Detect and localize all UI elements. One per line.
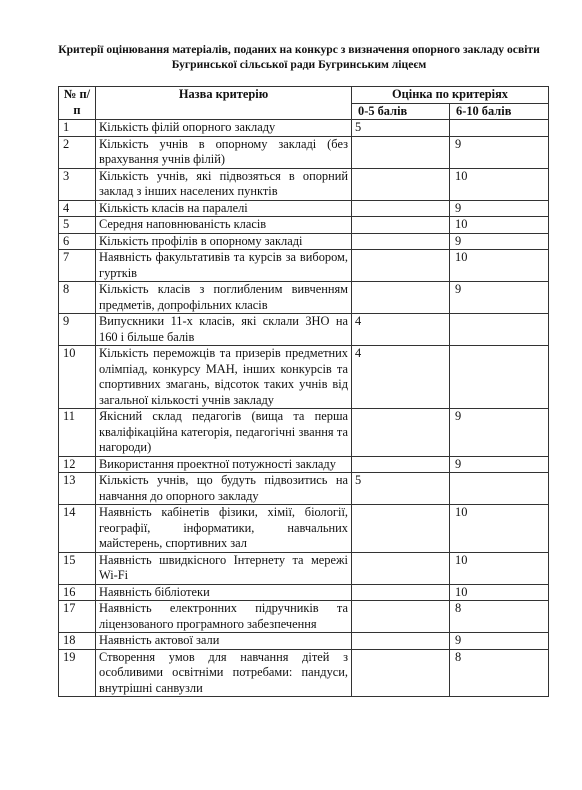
row-number: 6 <box>59 233 96 250</box>
criterion-name: Якісний склад педагогів (вища та перша кваліфікаційна категорія, педагогічні звання та нагороди) <box>96 409 352 457</box>
score-6-10: 9 <box>450 200 549 217</box>
header-number: № п/п <box>59 87 96 120</box>
row-number: 14 <box>59 505 96 553</box>
table-row <box>59 250 549 282</box>
criterion-name: Наявність актової зали <box>96 633 352 650</box>
row-number: 7 <box>59 250 96 282</box>
score-6-10: 9 <box>450 409 549 457</box>
table-row <box>59 473 549 505</box>
score-0-5 <box>352 552 450 584</box>
score-6-10: 10 <box>450 552 549 584</box>
score-0-5 <box>352 168 450 200</box>
criterion-name: Кількість переможців та призерів предметних олімпіад, конкурсу МАН, інших конкурсів та спортивних змагань, відсоток таких учнів від загальної кількості учнів закладу <box>96 346 352 409</box>
row-number: 18 <box>59 633 96 650</box>
row-number: 16 <box>59 584 96 601</box>
criteria-table <box>58 86 549 697</box>
score-0-5: 4 <box>352 314 450 346</box>
score-6-10: 8 <box>450 649 549 697</box>
table-row <box>59 314 549 346</box>
score-0-5 <box>352 233 450 250</box>
score-6-10: 8 <box>450 601 549 633</box>
score-6-10 <box>450 346 549 409</box>
table-row <box>59 217 549 234</box>
table-row <box>59 601 549 633</box>
score-0-5 <box>352 649 450 697</box>
table-row <box>59 168 549 200</box>
score-6-10: 9 <box>450 282 549 314</box>
score-0-5 <box>352 505 450 553</box>
table-row <box>59 633 549 650</box>
criterion-name: Кількість класів на паралелі <box>96 200 352 217</box>
header-score-0-5: 0-5 балів <box>352 103 450 120</box>
row-number: 3 <box>59 168 96 200</box>
score-6-10: 9 <box>450 633 549 650</box>
score-0-5 <box>352 282 450 314</box>
row-number: 19 <box>59 649 96 697</box>
table-row <box>59 200 549 217</box>
table-body <box>59 120 549 697</box>
row-number: 1 <box>59 120 96 137</box>
table-row <box>59 649 549 697</box>
row-number: 17 <box>59 601 96 633</box>
score-0-5: 5 <box>352 473 450 505</box>
score-6-10: 9 <box>450 136 549 168</box>
criterion-name: Створення умов для навчання дітей з особливими освітніми потребами: пандуси, внутрішні санвузли <box>96 649 352 697</box>
table-row <box>59 409 549 457</box>
table-row <box>59 584 549 601</box>
criterion-name: Кількість профілів в опорному закладі <box>96 233 352 250</box>
criterion-name: Наявність факультативів та курсів за вибором, гуртків <box>96 250 352 282</box>
score-6-10 <box>450 473 549 505</box>
score-0-5 <box>352 250 450 282</box>
row-number: 11 <box>59 409 96 457</box>
table-row <box>59 120 549 137</box>
document-title: Критерії оцінювання матеріалів, поданих на конкурс з визначення опорного закладу освіти Бугринської сільської ради Бугринським ліцеєм <box>58 43 540 71</box>
score-0-5: 4 <box>352 346 450 409</box>
score-6-10: 10 <box>450 217 549 234</box>
criterion-name: Кількість класів з поглибленим вивченням предметів, допрофільних класів <box>96 282 352 314</box>
criterion-name: Кількість учнів, які підвозяться в опорний заклад з інших населених пунктів <box>96 168 352 200</box>
score-6-10: 9 <box>450 456 549 473</box>
score-0-5 <box>352 456 450 473</box>
row-number: 12 <box>59 456 96 473</box>
header-criterion: Назва критерію <box>96 87 352 120</box>
score-6-10: 10 <box>450 168 549 200</box>
table-row <box>59 233 549 250</box>
table-row <box>59 282 549 314</box>
criterion-name: Середня наповнюваність класів <box>96 217 352 234</box>
criterion-name: Наявність електронних підручників та ліцензованого програмного забезпечення <box>96 601 352 633</box>
score-6-10: 10 <box>450 505 549 553</box>
criterion-name: Випускники 11-х класів, які склали ЗНО на 160 і більше балів <box>96 314 352 346</box>
score-0-5 <box>352 409 450 457</box>
criterion-name: Кількість філій опорного закладу <box>96 120 352 137</box>
score-6-10 <box>450 120 549 137</box>
score-0-5 <box>352 633 450 650</box>
row-number: 8 <box>59 282 96 314</box>
score-0-5 <box>352 601 450 633</box>
score-0-5 <box>352 584 450 601</box>
table-row <box>59 456 549 473</box>
table-row <box>59 552 549 584</box>
row-number: 5 <box>59 217 96 234</box>
criterion-name: Кількість учнів, що будуть підвозитись на навчання до опорного закладу <box>96 473 352 505</box>
row-number: 13 <box>59 473 96 505</box>
table-header <box>59 87 549 120</box>
criterion-name: Кількість учнів в опорному закладі (без врахування учнів філій) <box>96 136 352 168</box>
score-6-10: 10 <box>450 584 549 601</box>
table-row <box>59 136 549 168</box>
header-score-group: Оцінка по критеріях <box>352 87 549 104</box>
score-0-5 <box>352 217 450 234</box>
criterion-name: Наявність кабінетів фізики, хімії, біології, географії, інформатики, навчальних майстерень, спортивних зал <box>96 505 352 553</box>
score-6-10: 10 <box>450 250 549 282</box>
table-row <box>59 505 549 553</box>
score-0-5 <box>352 200 450 217</box>
criterion-name: Наявність бібліотеки <box>96 584 352 601</box>
row-number: 4 <box>59 200 96 217</box>
row-number: 2 <box>59 136 96 168</box>
score-6-10 <box>450 314 549 346</box>
row-number: 9 <box>59 314 96 346</box>
criterion-name: Наявність швидкісного Інтернету та мережі Wi-Fi <box>96 552 352 584</box>
header-score-6-10: 6-10 балів <box>450 103 549 120</box>
score-0-5 <box>352 136 450 168</box>
score-6-10: 9 <box>450 233 549 250</box>
row-number: 10 <box>59 346 96 409</box>
score-0-5: 5 <box>352 120 450 137</box>
criterion-name: Використання проектної потужності закладу <box>96 456 352 473</box>
table-row <box>59 346 549 409</box>
row-number: 15 <box>59 552 96 584</box>
